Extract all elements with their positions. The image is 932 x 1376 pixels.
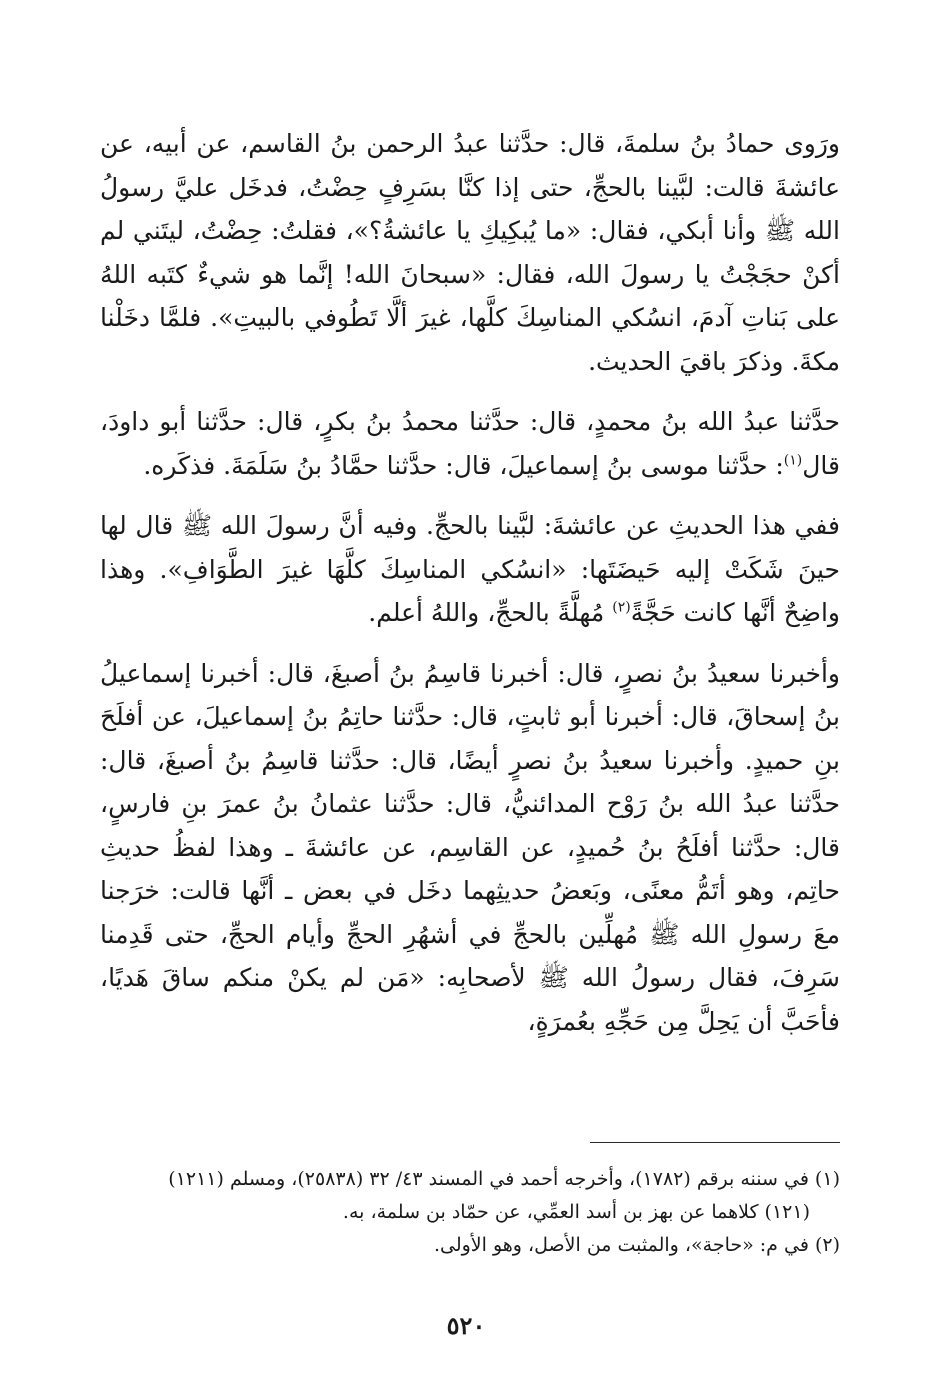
footnote-separator: [590, 1142, 840, 1143]
paragraph-3: [100, 504, 840, 635]
paragraph-2: [100, 400, 840, 487]
page-number: ٥٢٠: [446, 1311, 486, 1340]
paragraph-3-text-start: ففي هذا الحديثِ عن عائشةَ: لبَّينا بالحجِّ. وفيه أنَّ رسولَ الله ﷺ قال لها حينَ شَكَتْ إليه حَيضَتَها: «انسُكي المناسِكَ كلَّهَا غيرَ الطَّوَافِ». وهذا واضِحٌ أنَّها كانت حَجَّةً: [100, 511, 840, 627]
paragraph-4: [100, 652, 840, 1044]
paragraph-3-text-end: مُهلَّةً بالحجِّ، واللهُ أعلم.: [368, 598, 613, 627]
footnote-marker-2[interactable]: (٢): [612, 599, 631, 616]
paragraph-4-text: وأخبرنا سعيدُ بنُ نصرٍ، قال: أخبرنا قاسِمُ بنُ أصبغَ، قال: أخبرنا إسماعيلُ بنُ إسحاقَ، قال: أخبرنا أبو ثابتٍ، قال: حدَّثنا حاتِمُ بنُ إسماعيلَ، عن أفلَحَ بنِ حميدٍ. وأخبرنا سعيدُ بنُ نصرٍ أيضًا، قال: حدَّثنا قاسِمُ بنُ أصبغَ، قال: حدَّثنا عبدُ الله بنُ رَوْح المدائنيُّ، قال: حدَّثنا عثمانُ بنُ عمرَ بنِ فارسٍ، قال: حدَّثنا أفلَحُ بنُ حُميدٍ، عن القاسِم، عن عائشةَ ـ وهذا لفظُ حديثِ حاتِم، وهو أتَمُّ معنًى، وبَعضُ حديثِهما دخَل في بعض ـ أنَّها قالت: خرَجنا معَ رسولِ الله ﷺ مُهلِّين بالحجِّ في أشهُرِ الحجِّ وأيام الحجِّ، حتى قَدِمنا سَرِفَ، فقال رسولُ الله ﷺ لأصحابِه: «مَن لم يكنْ منكم ساقَ هَديًا، فأحَبَّ أن يَحِلَّ مِن حَجِّهِ بعُمرَةٍ،: [100, 658, 840, 1036]
paragraph-2-text-start: حدَّثنا عبدُ الله بنُ محمدٍ، قال: حدَّثنا محمدُ بنُ بكرٍ، قال: حدَّثنا أبو داودَ، قال: [100, 407, 840, 480]
footnote-2: (٢) في م: «حاجة»، والمثبت من الأصل، وهو الأولى.: [433, 1234, 840, 1256]
paragraph-1: [100, 122, 840, 383]
footnote-1: (١) في سننه برقم (١٧٨٢)، وأخرجه أحمد في المسند ٤٣/ ٣٢ (٢٥٨٣٨)، ومسلم (١٢١١): [168, 1168, 840, 1190]
footnote-1-continuation: (١٢١) كلاهما عن بهز بن أسد العمِّي، عن حمّاد بن سلمة، به.: [342, 1201, 810, 1223]
paragraph-2-text-end: : حدَّثنا موسى بنُ إسماعيلَ، قال: حدَّثنا حمَّادُ بنُ سَلَمَةَ. فذكَره.: [143, 450, 784, 480]
footnote-marker-1[interactable]: (١): [783, 452, 803, 469]
footnotes: [96, 1163, 840, 1262]
main-text: [100, 122, 840, 1060]
paragraph-1-text: ورَوى حمادُ بنُ سلمةَ، قال: حدَّثنا عبدُ الرحمن بنُ القاسم، عن أبيه، عن عائشةَ قالت: لبَّينا بالحجِّ، حتى إذا كنَّا بسَرِفٍ حِضْتُ، فدخَل عليَّ رسولُ الله ﷺ وأنا أبكي، فقال: «ما يُبكِيكِ يا عائشةُ؟»، فقلتُ: حِضْتُ، ليتَني لم أكنْ حجَجْتُ يا رسولَ الله، فقال: «سبحانَ الله! إنَّما هو شيءٌ كتَبه اللهُ على بَناتِ آدمَ، انسُكي المناسِكَ كلَّها، غيرَ ألَّا تَطُوفي بالبيتِ». فلمَّا دخَلْنا مكةَ. وذكرَ باقيَ الحديث.: [100, 129, 840, 376]
